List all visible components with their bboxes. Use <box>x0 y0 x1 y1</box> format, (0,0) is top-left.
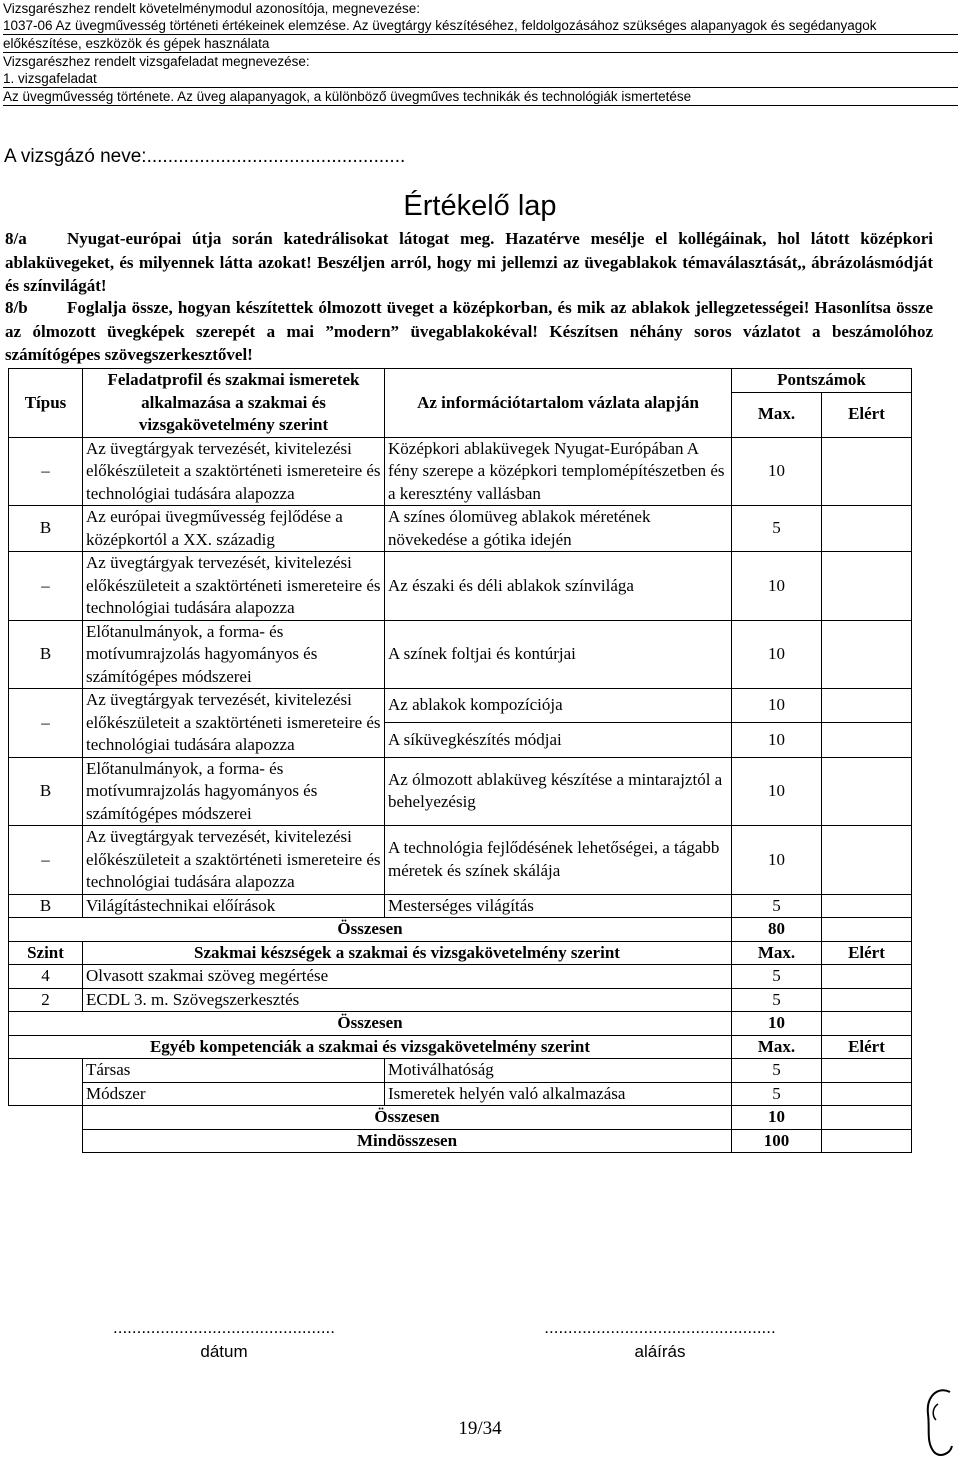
header-line: előkészítése, eszközök és gépek használata <box>3 35 958 53</box>
page-title: Értékelő lap <box>403 190 557 222</box>
earned-cell[interactable] <box>822 965 912 989</box>
header-type: Típus <box>9 369 83 438</box>
competencies-header-row: Egyéb kompetenciák a szakmai és vizsgakövetelmény szerint Max. Elért <box>9 1035 912 1059</box>
table-row: 2 ECDL 3. m. Szövegszerkesztés 5 <box>9 988 912 1012</box>
subtotal-row: Összesen 80 <box>9 918 912 942</box>
table-row: – Az üvegtárgyak tervezését, kivitelezési előkészületeit a szaktörténeti ismereteire és technológiai tudására alapozza A technológia fejlődésének lehetőségei, a tágabb méretek és színek skálája 10 <box>9 826 912 895</box>
header-line: 1037-06 Az üvegművesség történeti értékeinek elemzése. Az üvegtárgy készítéséhez, feldolgozásához szükséges alapanyagok és segédanyagok <box>3 17 958 35</box>
signature-label: aláírás <box>634 1342 686 1361</box>
task-8b <box>5 296 933 367</box>
date-label: dátum <box>200 1342 248 1361</box>
table-row: – Az üvegtárgyak tervezését, kivitelezési előkészületeit a szaktörténeti ismereteire és technológiai tudására alapozza Az északi és déli ablakok színvilága 10 <box>9 552 912 621</box>
table-row: – Az üvegtárgyak tervezését, kivitelezési előkészületeit a szaktörténeti ismereteire és technológiai tudására alapozza Középkori ablaküvegek Nyugat-Európában A fény szerepe a középkori templomépítészetben és a keresztény vallásban 10 <box>9 437 912 506</box>
task-text: Foglalja össze, hogyan készítettek ólmozott üveget a középkorban, és mik az ablakok jellegzetességei! Hasonlítsa össze az ólmozott üvegképek szerepét a mai ”modern” üvegablakokéval! Készítsen néhány soros vázlatot a beszámolóhoz számítógépes szövegszerkesztővel! <box>5 298 933 364</box>
task-text: Nyugat-európai útja során katedrálisokat látogat meg. Hazatérve mesélje el kollégáinak, hol látott középkori ablaküvegeket, és milyennek látta azokat! Beszéljen arról, hogy mi jellemzi az üvegablakok témaválasztását,, ábrázolásmódját és színvilágát! <box>5 229 933 295</box>
evaluation-table <box>8 368 912 1153</box>
table-row: Módszer Ismeretek helyén való alkalmazása 5 <box>9 1082 912 1106</box>
task-label: 8/a <box>5 229 27 248</box>
handwritten-initial-icon <box>920 1386 956 1458</box>
earned-cell[interactable] <box>822 620 912 689</box>
header-points: Pontszámok <box>732 369 912 393</box>
table-row: B Előtanulmányok, a forma- és motívumrajzolás hagyományos és számítógépes módszerei Az ólmozott ablaküveg készítése a mintarajztól a behelyezésig 10 <box>9 757 912 826</box>
table-row: Társas Motiválhatóság 5 <box>9 1059 912 1083</box>
grand-total-row: Mindösszesen 100 <box>9 1129 912 1153</box>
date-signature-block <box>84 1318 364 1362</box>
earned-cell[interactable] <box>822 826 912 895</box>
earned-cell[interactable] <box>822 1082 912 1106</box>
earned-cell[interactable] <box>822 552 912 621</box>
date-dots: ............................................... <box>113 1318 335 1337</box>
header-line: Vizsgarészhez rendelt vizsgafeladat megnevezése: <box>3 54 310 69</box>
signature-dots: ................................................. <box>544 1318 776 1337</box>
earned-cell[interactable] <box>822 918 912 942</box>
subtotal-row: Összesen 10 <box>9 1012 912 1036</box>
earned-cell[interactable] <box>822 1059 912 1083</box>
table-row: 4 Olvasott szakmai szöveg megértése 5 <box>9 965 912 989</box>
header-max: Max. <box>732 392 822 437</box>
task-label: 8/b <box>5 298 28 317</box>
earned-cell[interactable] <box>822 689 912 723</box>
earned-cell[interactable] <box>822 437 912 506</box>
candidate-name-field: A vizsgázó neve:................................................. <box>4 146 406 167</box>
header-line: Az üvegművesség története. Az üveg alapanyagok, a különböző üvegműves technikák és technológiák ismertetése <box>3 88 958 106</box>
task-8a <box>5 227 933 298</box>
earned-cell[interactable] <box>822 506 912 552</box>
earned-cell[interactable] <box>822 1012 912 1036</box>
subtotal-row: Összesen 10 <box>9 1106 912 1130</box>
table-row: A síküvegkészítés módjai 10 <box>9 723 912 757</box>
earned-cell[interactable] <box>822 1129 912 1153</box>
earned-cell[interactable] <box>822 988 912 1012</box>
skills-header-row: Szint Szakmai készségek a szakmai és vizsgakövetelmény szerint Max. Elért <box>9 941 912 965</box>
table-row: – Az üvegtárgyak tervezését, kivitelezési előkészületeit a szaktörténeti ismereteire és technológiai tudására alapozza Az ablakok kompozíciója 10 <box>9 689 912 723</box>
document-header <box>3 0 958 106</box>
header-profile: Feladatprofil és szakmai ismeretek alkalmazása a szakmai és vizsgakövetelmény szerint <box>83 369 385 438</box>
earned-cell[interactable] <box>822 723 912 757</box>
signature-block <box>520 1318 800 1362</box>
header-line: Vizsgarészhez rendelt követelménymodul azonosítója, megnevezése: <box>3 1 420 16</box>
header-earned: Elért <box>822 392 912 437</box>
earned-cell[interactable] <box>822 757 912 826</box>
header-content: Az információtartalom vázlata alapján <box>385 369 732 438</box>
table-row: B Világítástechnikai előírások Mesterséges világítás 5 <box>9 894 912 918</box>
header-line: 1. vizsgafeladat <box>3 70 958 88</box>
table-row: B Előtanulmányok, a forma- és motívumrajzolás hagyományos és számítógépes módszerei A színek foltjai és kontúrjai 10 <box>9 620 912 689</box>
page-number: 19/34 <box>458 1418 502 1439</box>
earned-cell[interactable] <box>822 894 912 918</box>
earned-cell[interactable] <box>822 1106 912 1130</box>
table-row: B Az európai üvegművesség fejlődése a középkortól a XX. századig A színes ólomüveg ablakok méretének növekedése a gótika idején 5 <box>9 506 912 552</box>
